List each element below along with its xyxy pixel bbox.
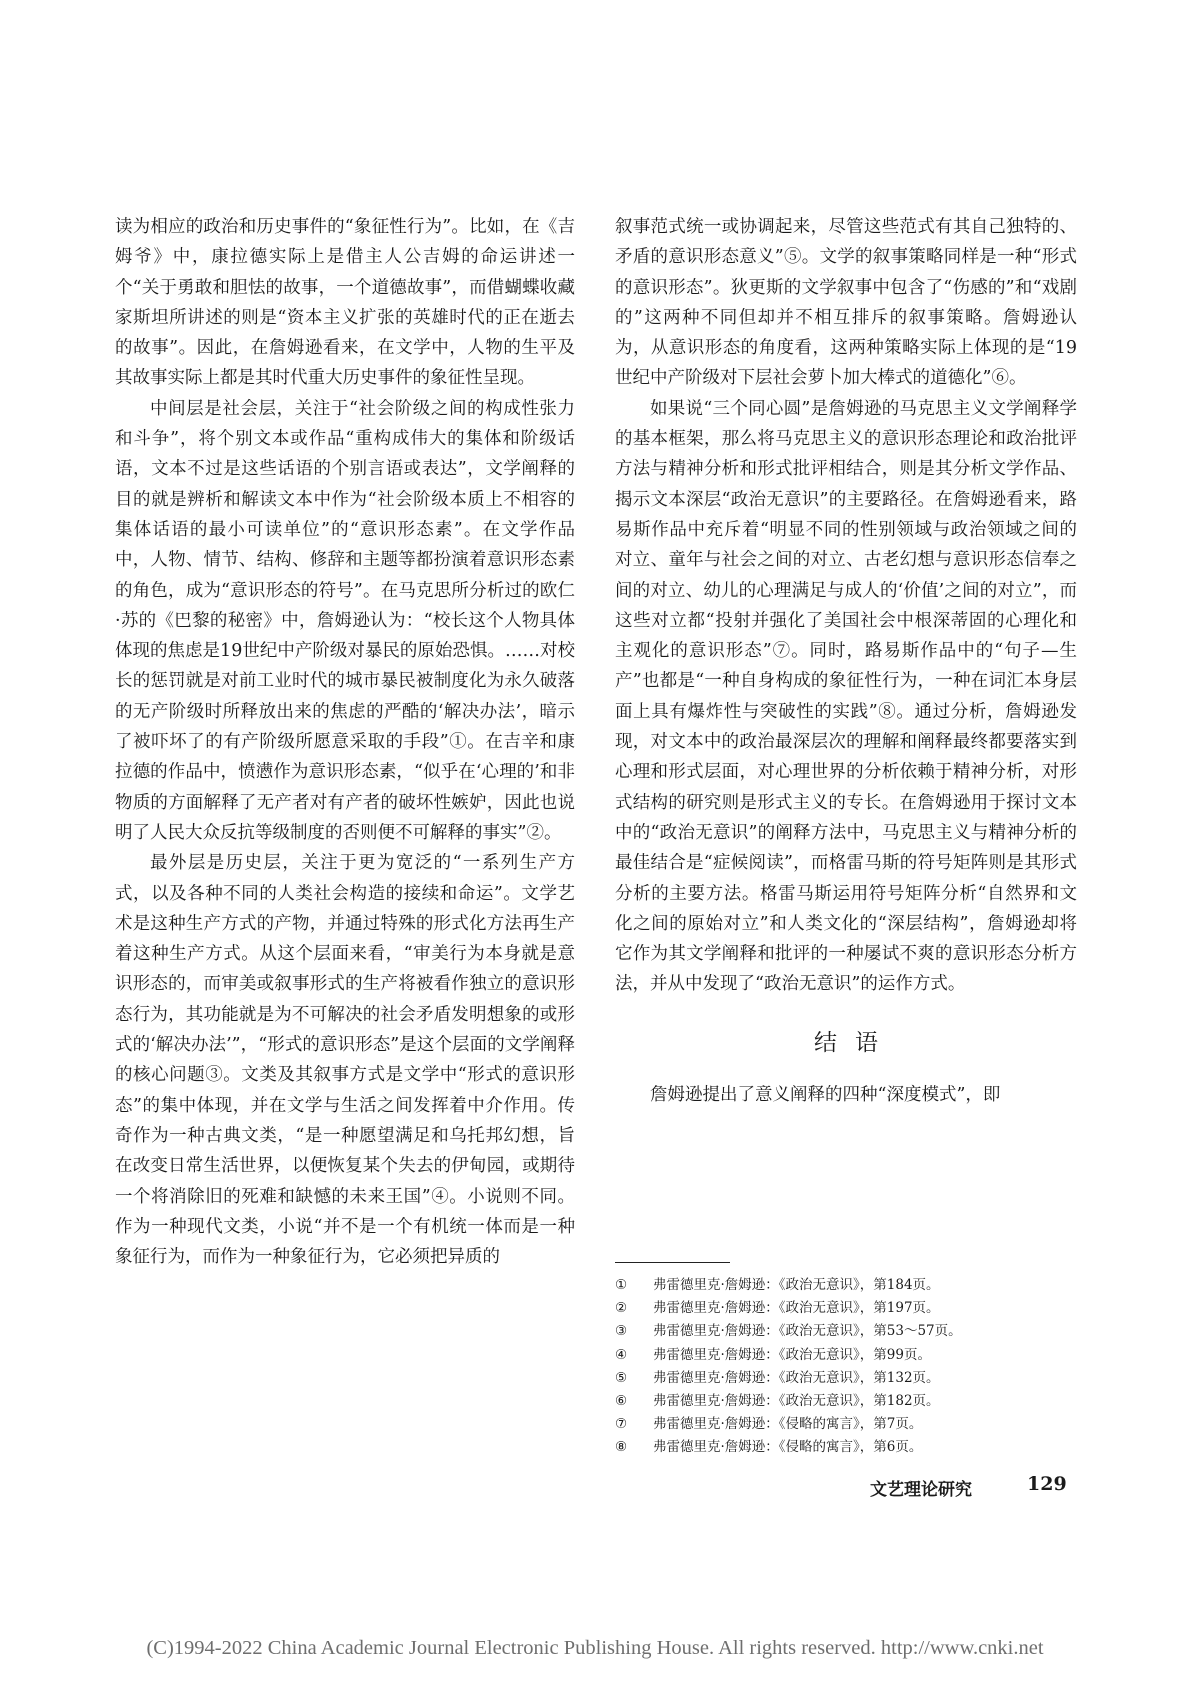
footnote [615,1413,1075,1436]
footnote-text: 弗雷德里克·詹姆逊：《侵略的寓言》，第7页。 [653,1416,923,1433]
footnote-mark: ⑤ [615,1369,628,1386]
right-column [615,212,1077,1110]
footnote [615,1297,1075,1320]
footnote [615,1390,1075,1413]
footnote-mark: ① [615,1277,628,1293]
footnote-divider [615,1262,730,1263]
body-paragraph: 詹姆逊提出了意义阐释的四种“深度模式”，即 [650,1084,1001,1105]
footnote-text: 弗雷德里克·詹姆逊：《政治无意识》，第99页。 [653,1346,931,1363]
footnote-mark: ⑥ [615,1393,628,1410]
journal-name: 文艺理论研究 [870,1480,972,1500]
body-paragraph: 读为相应的政治和历史事件的“象征性行为”。比如，在《吉姆爷》中，康拉德实际上是借主人公吉姆的命运讲述一个“关于勇敢和胆怯的故事，一个道德故事”，而借蝴蝶收藏家斯坦所讲述的则是“资本主义扩张的英雄时代的正在逝去的故事”。因此，在詹姆逊看来，在文学中，人物的生平及其故事实际上都是其时代重大历史事件的象征性呈现。 [115,217,575,389]
footnote-text: 弗雷德里克·詹姆逊：《政治无意识》，第132页。 [653,1369,940,1386]
footnote-text: 弗雷德里克·詹姆逊：《侵略的寓言》，第6页。 [653,1439,923,1456]
footnote [615,1344,1075,1367]
footnote-mark: ④ [615,1346,628,1363]
footnote-text: 弗雷德里克·詹姆逊：《政治无意识》，第184页。 [653,1277,940,1293]
footnote-mark: ⑦ [615,1416,628,1433]
body-paragraph: 最外层是历史层，关注于更为宽泛的“一系列生产方式，以及各种不同的人类社会构造的接续和命运”。文学艺术是这种生产方式的产物，并通过特殊的形式化方法再生产着这种生产方式。从这个层面来看，“审美行为本身就是意识形态的，而审美或叙事形式的生产将被看作独立的意识形态行为，其功能就是为不可解决的社会矛盾发明想象的或形式的‘解决办法’”，“形式的意识形态”是这个层面的文学阐释的核心问题③。文类及其叙事方式是文学中“形式的意识形态”的集中体现，并在文学与生活之间发挥着中介作用。传奇作为一种古典文类，“是一种愿望满足和乌托邦幻想，旨在改变日常生活世界，以便恢复某个失去的伊甸园，或期待一个将消除旧的死难和缺憾的未来王国”④。小说则不同。作为一种现代文类，小说“并不是一个有机统一体而是一种象征行为，而作为一种象征行为，它必须把异质的 [115,853,575,1268]
footnote-list [615,1274,1075,1460]
footnote-text: 弗雷德里克·詹姆逊：《政治无意识》，第182页。 [653,1393,940,1410]
footnote [615,1367,1075,1390]
body-paragraph: 叙事范式统一或协调起来，尽管这些范式有其自己独特的、矛盾的意识形态意义”⑤。文学的叙事策略同样是一种“形式的意识形态”。狄更斯的文学叙事中包含了“伤感的”和“戏剧的”这两种不同但却并不相互排斥的叙事策略。詹姆逊认为，从意识形态的角度看，这两种策略实际上体现的是“19世纪中产阶级对下层社会萝卜加大棒式的道德化”⑥。 [615,217,1077,389]
copyright-notice: (C)1994-2022 China Academic Journal Electronic Publishing House. All rights reserved. http://www.cnki.net [146,1637,1044,1659]
footnote-mark: ② [615,1300,628,1317]
section-heading: 结语 [814,1029,896,1056]
footnote-text: 弗雷德里克·詹姆逊：《政治无意识》，第197页。 [653,1300,940,1317]
footnote [615,1320,1075,1343]
footnote-mark: ③ [615,1323,628,1340]
footnote-mark: ⑧ [615,1439,628,1456]
footnote [615,1436,1075,1459]
left-column [115,212,575,1272]
body-paragraph: 如果说“三个同心圆”是詹姆逊的马克思主义文学阐释学的基本框架，那么将马克思主义的意识形态理论和政治批评方法与精神分析和形式批评相结合，则是其分析文学作品、揭示文本深层“政治无意识”的主要路径。在詹姆逊看来，路易斯作品中充斥着“明显不同的性别领域与政治领域之间的对立、童年与社会之间的对立、古老幻想与意识形态信奉之间的对立、幼儿的心理满足与成人的‘价值’之间的对立”，而这些对立都“投射并强化了美国社会中根深蒂固的心理化和主观化的意识形态”⑦。同时，路易斯作品中的“句子—生产”也都是“一种自身构成的象征性行为，一种在词汇本身层面上具有爆炸性与突破性的实践”⑧。通过分析，詹姆逊发现，对文本中的政治最深层次的理解和阐释最终都要落实到心理和形式层面，对心理世界的分析依赖于精神分析，对形式结构的研究则是形式主义的专长。在詹姆逊用于探讨文本中的“政治无意识”的阐释方法中，马克思主义与精神分析的最佳结合是“症候阅读”，而格雷马斯的符号矩阵则是其形式分析的主要方法。格雷马斯运用符号矩阵分析“自然界和文化之间的原始对立”和人类文化的“深层结构”，詹姆逊却将它作为其文学阐释和批评的一种屡试不爽的意识形态分析方法，并从中发现了“政治无意识”的运作方式。 [615,398,1077,995]
footnote [615,1274,1075,1297]
body-paragraph: 中间层是社会层，关注于“社会阶级之间的构成性张力和斗争”，将个别文本或作品“重构成伟大的集体和阶级话语，文本不过是这些话语的个别言语或表达”，文学阐释的目的就是辨析和解读文本中作为“社会阶级本质上不相容的集体话语的最小可读单位”的“意识形态素”。在文学作品中，人物、情节、结构、修辞和主题等都扮演着意识形态素的角色，成为“意识形态的符号”。在马克思所分析过的欧仁·苏的《巴黎的秘密》中，詹姆逊认为：“校长这个人物具体体现的焦虑是19世纪中产阶级对暴民的原始恐惧。……对校长的惩罚就是对前工业时代的城市暴民被制度化为永久破落的无产阶级时所释放出来的焦虑的严酷的‘解决办法’，暗示了被吓坏了的有产阶级所愿意采取的手段”①。在吉辛和康拉德的作品中，愤懑作为意识形态素，“似乎在‘心理的’和非物质的方面解释了无产者对有产者的破坏性嫉妒，因此也说明了人民大众反抗等级制度的否则便不可解释的事实”②。 [115,398,575,843]
page-number: 129 [1027,1473,1067,1495]
footnote-text: 弗雷德里克·詹姆逊：《政治无意识》，第53～57页。 [653,1323,962,1340]
